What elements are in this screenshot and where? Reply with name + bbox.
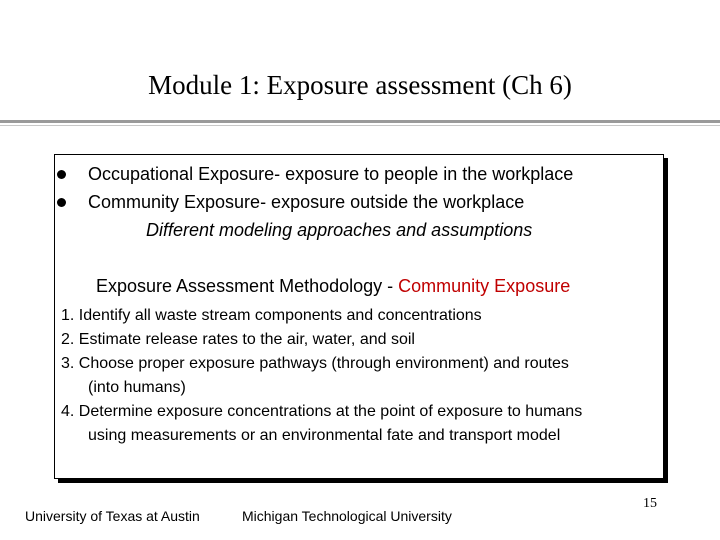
slide-title: Module 1: Exposure assessment (Ch 6) [148, 70, 572, 100]
step-item: 4. Determine exposure concentrations at the point of exposure to humans [61, 403, 583, 420]
title-divider [0, 120, 720, 123]
bullet-item [57, 188, 677, 216]
step-item: 2. Estimate release rates to the air, water, and soil [61, 331, 415, 348]
bullet-subnote: Different modeling approaches and assumptions [146, 220, 533, 240]
bullet-text: Occupational Exposure- exposure to people in the workplace [88, 164, 574, 184]
methodology-highlight: Community Exposure [398, 276, 571, 296]
step-item: 1. Identify all waste stream components and concentrations [61, 307, 482, 324]
methodology-prefix: Exposure Assessment Methodology - [96, 276, 399, 296]
bullet-dot-icon [57, 198, 66, 207]
step-continuation: using measurements or an environmental fate and transport model [88, 427, 561, 444]
footer-middle: Michigan Technological University [242, 508, 452, 524]
step-item: 3. Choose proper exposure pathways (through environment) and routes [61, 355, 569, 372]
footer-left: University of Texas at Austin [25, 508, 200, 524]
steps-list [61, 304, 661, 448]
step-continuation: (into humans) [88, 379, 186, 396]
bullet-text: Community Exposure- exposure outside the workplace [88, 192, 525, 212]
bullet-dot-icon [57, 170, 66, 179]
methodology-heading [96, 276, 570, 297]
bullet-list [57, 160, 677, 244]
title-divider-thin [0, 125, 720, 126]
bullet-item [57, 160, 677, 188]
page-number: 15 [643, 496, 657, 511]
